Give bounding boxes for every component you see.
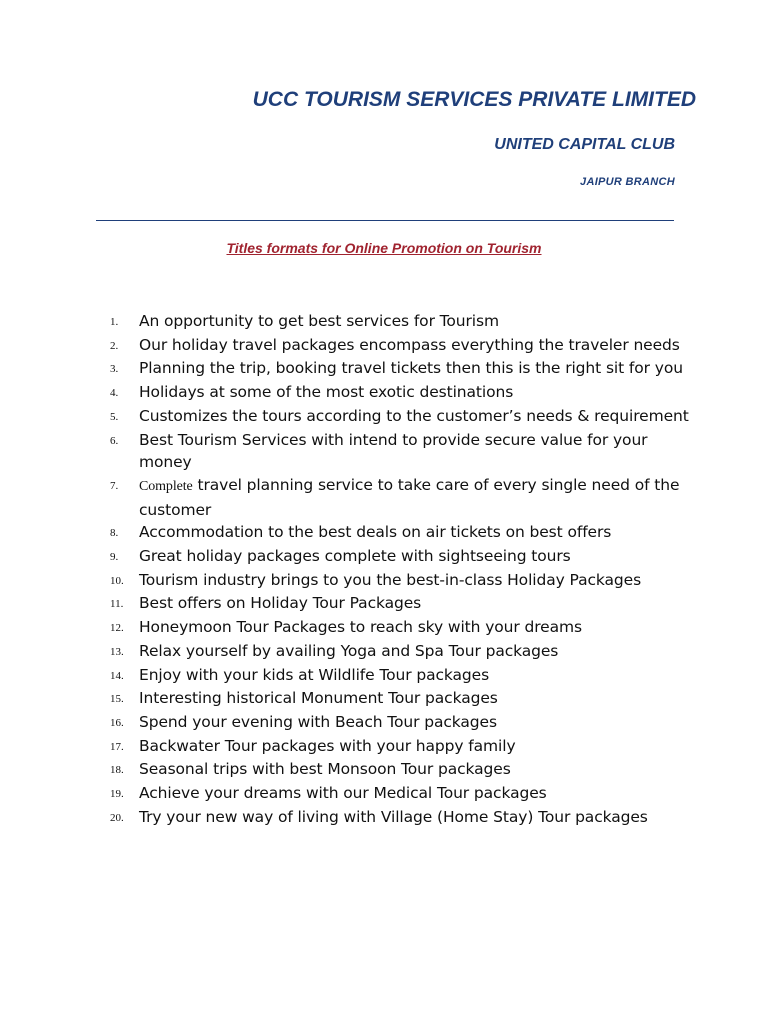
list-item-number: 11. [110,598,124,611]
list-item-text: Great holiday packages complete with sightseeing tours [139,547,571,566]
list-item [110,357,700,381]
list-item-text: Best Tourism Services with intend to provide secure value for your money [139,430,648,472]
list-item [110,569,700,593]
branch-name: JAIPUR BRANCH [580,176,675,188]
list-item-text: Spend your evening with Beach Tour packages [139,712,497,731]
list-item [110,735,700,759]
list-item-number: 18. [110,764,124,777]
list-item-number: 5. [110,410,119,423]
list-item-number: 19. [110,788,124,801]
list-item [110,592,700,616]
list-item-text: Best offers on Holiday Tour Packages [139,594,422,613]
list-item [110,664,700,688]
list-item-text: Achieve your dreams with our Medical Tour packages [139,784,547,803]
list-item [110,806,700,830]
list-item-text: Honeymoon Tour Packages to reach sky with your dreams [139,618,582,637]
list-item-number: 14. [110,669,124,682]
list-item [110,381,700,405]
list-item-text: Try your new way of living with Village (Home Stay) Tour packages [139,807,648,826]
list-item [110,545,700,569]
list-item-number: 17. [110,740,124,753]
list-item-text: Relax yourself by availing Yoga and Spa Tour packages [139,641,559,660]
list-item-number: 4. [110,387,119,400]
list-item [110,334,700,358]
list-item-number: 3. [110,363,119,376]
list-item-text: Customizes the tours according to the customer’s needs & requirement [139,406,689,425]
list-item-text: Tourism industry brings to you the best-in-class Holiday Packages [139,570,642,589]
list-item [110,616,700,640]
list-item [110,474,700,521]
list-item-number: 20. [110,811,124,824]
club-name: UNITED CAPITAL CLUB [494,136,675,153]
list-item [110,429,700,474]
list-item-text: Holidays at some of the most exotic destinations [139,383,514,402]
document-subtitle: Titles formats for Online Promotion on Tourism [226,240,542,256]
list-item-number: 10. [110,574,124,587]
list-item [110,711,700,735]
list-item-text: Our holiday travel packages encompass everything the traveler needs [139,335,680,354]
list-item-rest: travel planning service to take care of every single need of the customer [139,475,680,519]
list-item [110,521,700,545]
list-item-number: 9. [110,551,119,564]
list-item-number: 2. [110,339,119,352]
list-item [110,758,700,782]
list-item-number: 12. [110,622,124,635]
company-name: UCC TOURISM SERVICES PRIVATE LIMITED [252,88,696,111]
list-item-number: 7. [110,479,119,492]
list-item-number: 8. [110,527,119,540]
header-divider [96,220,674,221]
list-item-text: Seasonal trips with best Monsoon Tour packages [139,760,511,779]
list-item-number: 1. [110,316,119,328]
list-item-text: Planning the trip, booking travel tickets then this is the right sit for you [139,359,683,378]
list-item-text: Enjoy with your kids at Wildlife Tour packages [139,665,490,684]
list-item [110,687,700,711]
list-item [110,782,700,806]
list-item-text: Backwater Tour packages with your happy family [139,736,516,755]
list-item-text [139,474,700,521]
list-item-text: An opportunity to get best services for Tourism [139,312,499,330]
list-item-prefix: Complete [139,478,193,494]
titles-list [110,310,700,829]
list-item [110,405,700,429]
list-item-number: 15. [110,693,124,706]
list-item [110,310,700,334]
list-item-text: Interesting historical Monument Tour packages [139,689,498,708]
list-item [110,640,700,664]
list-item-number: 16. [110,716,124,729]
list-item-text: Accommodation to the best deals on air tickets on best offers [139,523,612,542]
list-item-number: 13. [110,645,124,658]
list-item-number: 6. [110,434,119,447]
